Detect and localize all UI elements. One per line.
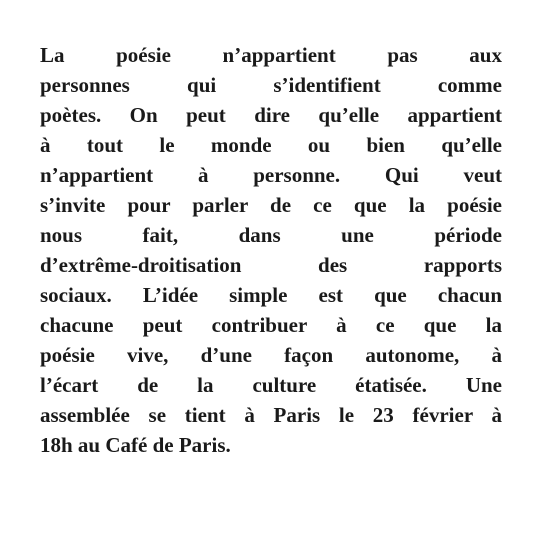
paragraph-line: 18h au Café de Paris. [40,433,231,457]
paragraph-line: sociaux. L’idée simple est que chacun [40,283,502,307]
paragraph-line: nous fait, dans une période [40,223,502,247]
paragraph-line: à tout le monde ou bien qu’elle [40,133,502,157]
paragraph-line: poésie vive, d’une façon autonome, à [40,343,502,367]
paragraph-line: d’extrême-droitisation des rapports [40,253,502,277]
paragraph-line: s’invite pour parler de ce que la poésie [40,193,502,217]
paragraph-line: personnes qui s’identifient comme [40,73,502,97]
paragraph-line: La poésie n’appartient pas aux [40,43,502,67]
body-paragraph [40,40,502,460]
paragraph-line: poètes. On peut dire qu’elle appartient [40,103,502,127]
paragraph-line: assemblée se tient à Paris le 23 février à [40,403,502,427]
paragraph-line: n’appartient à personne. Qui veut [40,163,502,187]
paragraph-line: chacune peut contribuer à ce que la [40,313,502,337]
paragraph-line: l’écart de la culture étatisée. Une [40,373,502,397]
